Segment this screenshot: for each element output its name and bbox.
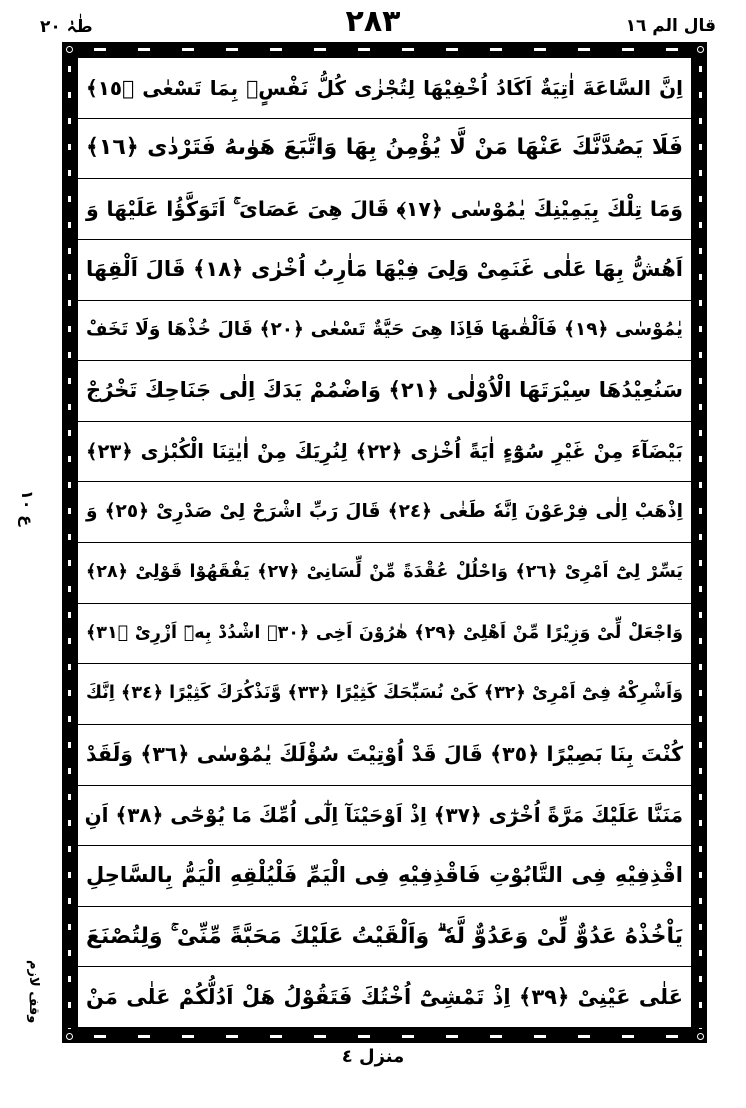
verse-line: عَلٰى عَيْنِىْ ﴿٣٩﴾ اِذْ تَمْشِىْٓ اُخْتُكَ فَتَقُوْلُ هَلْ اَدُلُّكُمْ عَلٰى مَنْ <box>86 984 683 1009</box>
verse-line-row <box>78 664 691 725</box>
verse-line: سَنُعِيْدُهَا سِيْرَتَهَا الْاُوْلٰى ﴿٢١﴾ وَاضْمُمْ يَدَكَ اِلٰى جَنَاحِكَ تَخْرُجْ <box>86 378 683 403</box>
verse-line-row <box>78 604 691 665</box>
verse-line-row <box>78 179 691 240</box>
verse-line: وَاَشْرِكْهُ فِىْٓ اَمْرِىْ ﴿٣٢﴾ كَىْ نُسَبِّحَكَ كَثِيْرًا ﴿٣٣﴾ وَّنَذْكُرَكَ كَثِيْرًا ﴿٣٤﴾ اِنَّكَ <box>86 683 683 704</box>
verse-line: يَاْخُذْهُ عَدُوٌّ لِّىْ وَعَدُوٌّ لَّهٗ ۗ وَاَلْقَيْتُ عَلَيْكَ مَحَبَّةً مِّنِّىْ ۚ وَلِتُصْنَعَ <box>86 923 683 949</box>
ruku-margin-marker: ع ١٠ <box>18 490 37 527</box>
verse-line-row <box>78 119 691 180</box>
verse-line: مَنَنَّا عَلَيْكَ مَرَّةً اُخْرٰٓى ﴿٣٧﴾ اِذْ اَوْحَيْنَآ اِلٰٓى اُمِّكَ مَا يُوْحٰٓى ﴿٣٨﴾ اَنِ <box>84 803 683 828</box>
verse-line: بَيْضَآءَ مِنْ غَيْرِ سُوْٓءٍ اٰيَةً اُخْرٰى ﴿٢٢﴾ لِنُرِيَكَ مِنْ اٰيٰتِنَا الْكُبْرٰى ﴿٢٣﴾ <box>86 439 683 463</box>
verse-line: وَاجْعَلْ لِّىْ وَزِيْرًا مِّنْ اَهْلِىْ ﴿٢٩﴾ هٰرُوْنَ اَخِى ﴿٣٠﴾ اشْدُدْ بِهٖٓ اَزْرِىْ ﴿٣١﴾ <box>86 622 684 643</box>
para-name: قال الم ١٦ <box>625 16 716 36</box>
verse-line-row <box>78 240 691 301</box>
surah-reference: طٰہٰ ٢٠ <box>40 17 93 37</box>
verse-line: فَلَا يَصُدَّنَّكَ عَنْهَا مَنْ لَّا يُؤْمِنُ بِهَا وَاتَّبَعَ هَوٰىهُ فَتَرْدٰى ﴿١٦﴾ <box>86 135 683 161</box>
ornament-border-bottom <box>76 1029 693 1043</box>
verse-line-row <box>78 58 691 119</box>
verse-line: اَهُشُّ بِهَا عَلٰى غَنَمِىْ وَلِىَ فِيْهَا مَاٰرِبُ اُخْرٰى ﴿١٨﴾ قَالَ اَلْقِهَا <box>86 257 683 282</box>
verse-line-row <box>78 907 691 968</box>
ornament-border-top <box>76 42 693 56</box>
verse-line: وَمَا تِلْكَ بِيَمِيْنِكَ يٰمُوْسٰى ﴿١٧﴾ قَالَ هِىَ عَصَاىَ ۚ اَتَوَكَّؤُا عَلَيْهَا وَ <box>86 196 683 221</box>
verse-line: كُنْتَ بِنَا بَصِيْرًا ﴿٣٥﴾ قَالَ قَدْ اُوْتِيْتَ سُؤْلَكَ يٰمُوْسٰى ﴿٣٦﴾ وَلَقَدْ <box>86 742 683 767</box>
verse-line: اِنَّ السَّاعَةَ اٰتِيَةٌ اَكَادُ اُخْفِيْهَا لِتُجْزٰى كُلُّ نَفْسٍۢ بِمَا تَسْعٰى ﴿١٥﴾ <box>86 75 683 100</box>
verse-line-row <box>78 482 691 543</box>
ornament-corner-icon <box>62 42 76 56</box>
ornament-corner-icon <box>693 1029 707 1043</box>
verse-line-row <box>78 786 691 847</box>
verse-line-row <box>78 361 691 422</box>
verse-line-row <box>78 301 691 362</box>
verse-line-row <box>78 422 691 483</box>
verse-line: يٰمُوْسٰى ﴿١٩﴾ فَاَلْقٰىهَا فَاِذَا هِىَ حَيَّةٌ تَسْعٰى ﴿٢٠﴾ قَالَ خُذْهَا وَلَا تَخَفْ <box>86 319 683 341</box>
waqf-margin-note: وقف لازم <box>26 960 41 1024</box>
verse-line: اقْذِفِيْهِ فِى التَّابُوْتِ فَاقْذِفِيْهِ فِى الْيَمِّ فَلْيُلْقِهِ الْيَمُّ بِالسَّاحِلِ <box>86 863 683 888</box>
ornament-corner-icon <box>62 1029 76 1043</box>
verse-line: اِذْهَبْ اِلٰى فِرْعَوْنَ اِنَّهٗ طَغٰى ﴿٢٤﴾ قَالَ رَبِّ اشْرَحْ لِىْ صَدْرِىْ ﴿٢٥﴾ وَ <box>86 500 683 522</box>
ornament-border-right <box>693 56 707 1029</box>
verse-line-row <box>78 846 691 907</box>
ornamental-page-frame <box>62 42 707 1043</box>
verse-text-panel <box>76 56 693 1029</box>
verse-line-row <box>78 725 691 786</box>
verse-line-row <box>78 967 691 1027</box>
verse-line-row <box>78 543 691 604</box>
ornament-border-left <box>62 56 76 1029</box>
ornament-corner-icon <box>693 42 707 56</box>
verse-line: يَسِّرْ لِىْٓ اَمْرِىْ ﴿٢٦﴾ وَاحْلُلْ عُقْدَةً مِّنْ لِّسَانِىْ ﴿٢٧﴾ يَفْقَهُوْا قَوْلِىْ ﴿٢٨﴾ <box>86 562 683 583</box>
manzil-footer: منزل ٤ <box>341 1046 405 1067</box>
page-number: ٢٨٣ <box>345 4 401 39</box>
